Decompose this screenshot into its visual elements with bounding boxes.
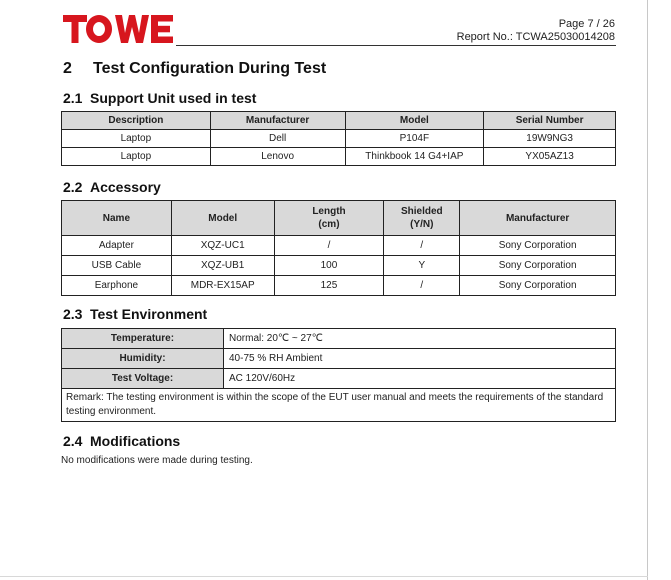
table-row bbox=[62, 236, 616, 256]
environment-table bbox=[61, 328, 616, 422]
subsection-title: Test Environment bbox=[90, 306, 208, 322]
report-number: Report No.: TCWA25030014208 bbox=[456, 31, 615, 43]
table-cell: Y bbox=[384, 256, 460, 276]
table-cell: Sony Corporation bbox=[460, 236, 616, 256]
subsection-heading-modifications bbox=[63, 433, 180, 449]
temperature-label: Temperature: bbox=[62, 329, 224, 349]
section-title: Test Configuration During Test bbox=[93, 60, 327, 77]
subsection-heading-support-unit bbox=[63, 90, 256, 106]
table-cell: Thinkbook 14 G4+IAP bbox=[345, 148, 484, 166]
subsection-heading-environment bbox=[63, 306, 207, 322]
table-row bbox=[62, 329, 616, 349]
table-cell: USB Cable bbox=[62, 256, 172, 276]
table-row bbox=[62, 276, 616, 296]
table-row bbox=[62, 130, 616, 148]
table-cell: XQZ-UC1 bbox=[171, 236, 274, 256]
table-cell: YX05AZ13 bbox=[484, 148, 616, 166]
header-cell: Manufacturer bbox=[460, 201, 616, 236]
table-cell: MDR-EX15AP bbox=[171, 276, 274, 296]
subsection-number: 2.1 bbox=[63, 90, 83, 106]
humidity-value: 40-75 % RH Ambient bbox=[224, 349, 616, 369]
subsection-title: Support Unit used in test bbox=[90, 90, 257, 106]
table-cell: 19W9NG3 bbox=[484, 130, 616, 148]
table-cell: / bbox=[384, 236, 460, 256]
table-cell: Adapter bbox=[62, 236, 172, 256]
table-cell: Earphone bbox=[62, 276, 172, 296]
table-cell: / bbox=[274, 236, 384, 256]
header-info bbox=[457, 18, 615, 44]
section-heading bbox=[63, 60, 326, 78]
towe-logo bbox=[63, 13, 175, 45]
table-row bbox=[62, 349, 616, 369]
table-cell: P104F bbox=[345, 130, 484, 148]
temperature-value: Normal: 20℃ ~ 27℃ bbox=[224, 329, 616, 349]
voltage-label: Test Voltage: bbox=[62, 369, 224, 389]
support-unit-table bbox=[61, 111, 616, 166]
subsection-number: 2.4 bbox=[63, 433, 83, 449]
header-cell: Serial Number bbox=[484, 112, 616, 130]
page-edge-bottom bbox=[0, 576, 648, 577]
table-header-row bbox=[62, 201, 616, 236]
header-cell: Description bbox=[62, 112, 211, 130]
section-number: 2 bbox=[63, 60, 72, 77]
table-cell: Laptop bbox=[62, 148, 211, 166]
header-cell: Shielded (Y/N) bbox=[384, 201, 460, 236]
table-row bbox=[62, 256, 616, 276]
table-cell: XQZ-UB1 bbox=[171, 256, 274, 276]
humidity-label: Humidity: bbox=[62, 349, 224, 369]
table-row bbox=[62, 148, 616, 166]
table-cell: Sony Corporation bbox=[460, 256, 616, 276]
table-row bbox=[62, 389, 616, 422]
header-cell: Name bbox=[62, 201, 172, 236]
voltage-value: AC 120V/60Hz bbox=[224, 369, 616, 389]
table-cell: Dell bbox=[210, 130, 345, 148]
table-cell: 100 bbox=[274, 256, 384, 276]
subsection-number: 2.2 bbox=[63, 179, 83, 195]
accessory-table bbox=[61, 200, 616, 296]
subsection-title: Accessory bbox=[90, 179, 161, 195]
page-edge-right bbox=[647, 0, 648, 580]
table-row bbox=[62, 369, 616, 389]
header-cell: Length (cm) bbox=[274, 201, 384, 236]
header-rule bbox=[176, 45, 616, 46]
table-cell: Lenovo bbox=[210, 148, 345, 166]
table-header-row bbox=[62, 112, 616, 130]
modifications-text: No modifications were made during testing. bbox=[61, 455, 253, 466]
subsection-number: 2.3 bbox=[63, 306, 83, 322]
table-cell: 125 bbox=[274, 276, 384, 296]
subsection-title: Modifications bbox=[90, 433, 181, 449]
table-cell: Laptop bbox=[62, 130, 211, 148]
page-number: Page 7 / 26 bbox=[558, 18, 615, 30]
header-cell: Model bbox=[345, 112, 484, 130]
table-cell: Sony Corporation bbox=[460, 276, 616, 296]
header-cell: Model bbox=[171, 201, 274, 236]
table-cell: / bbox=[384, 276, 460, 296]
header-cell: Manufacturer bbox=[210, 112, 345, 130]
subsection-heading-accessory bbox=[63, 179, 161, 195]
remark-text: Remark: The testing environment is within the scope of the EUT user manual and meets the requirements of the standard testing environment. bbox=[62, 389, 616, 422]
